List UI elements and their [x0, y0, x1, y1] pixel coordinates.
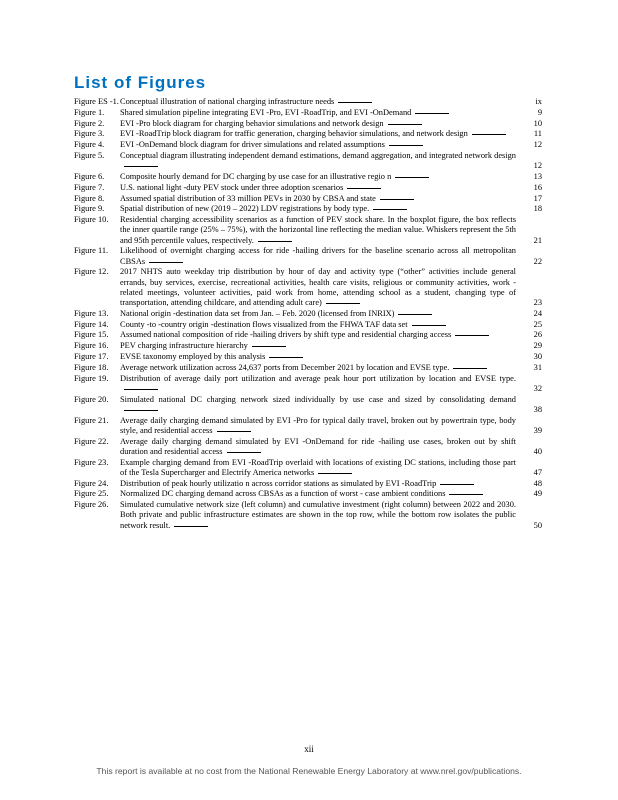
dot-leader — [347, 188, 381, 189]
figure-label: Figure 21. — [74, 415, 109, 425]
figure-caption: PEV charging infrastructure hierarchy — [120, 341, 522, 351]
figure-caption: Likelihood of overnight charging access for ride -hailing drivers for the baseline scenario across all metropolitan CBSAs — [120, 246, 516, 266]
figure-label: Figure 23. — [74, 457, 109, 467]
dot-leader — [440, 484, 474, 485]
dot-leader — [124, 389, 158, 390]
footer-note: This report is available at no cost from the National Renewable Energy Laboratory at www.nrel.gov/publications. — [96, 766, 522, 776]
figure-label: Figure 11. — [74, 246, 109, 256]
figure-label: Figure 20. — [74, 394, 109, 404]
figure-label: Figure 1. — [74, 107, 105, 117]
figure-entry[interactable] — [74, 479, 542, 489]
dot-leader — [149, 262, 183, 263]
figure-label: Figure 13. — [74, 308, 109, 318]
figure-page-number: 29 — [533, 341, 542, 351]
figure-entry[interactable] — [74, 458, 542, 478]
figure-page-number: 13 — [533, 171, 542, 181]
figure-label: Figure 15. — [74, 330, 109, 340]
figure-entry[interactable] — [74, 97, 542, 107]
dot-leader — [174, 526, 208, 527]
figure-entry[interactable] — [74, 140, 542, 150]
figure-label: Figure 10. — [74, 215, 109, 225]
dot-leader — [395, 177, 429, 178]
figure-entry[interactable] — [74, 151, 542, 171]
figure-page-number: 25 — [533, 319, 542, 329]
figure-caption: Average daily charging demand simulated by EVI -OnDemand for ride -hailing use cases, broken out by shift duration and residential access — [120, 436, 516, 456]
figure-caption: Shared simulation pipeline integrating EVI -Pro, EVI -RoadTrip, and EVI -OnDemand — [120, 108, 522, 118]
figure-caption: Simulated cumulative network size (left column) and cumulative investment (right column) between 2022 and 2030. Both private and public infrastructure estimates are shown in the top row, while the bottom row isolates the public network result. — [120, 500, 516, 530]
figure-page-number: 30 — [533, 351, 542, 361]
page-number: xii — [304, 744, 314, 754]
figure-label: Figure 16. — [74, 341, 109, 351]
figure-entry[interactable] — [74, 352, 542, 362]
figure-caption: Conceptual diagram illustrating independent demand estimations, demand aggregation, and integrated network design — [120, 151, 522, 171]
figure-entry[interactable] — [74, 437, 542, 457]
figure-entry[interactable] — [74, 119, 542, 129]
dot-leader — [318, 473, 352, 474]
figure-page-number: 40 — [533, 446, 542, 456]
dot-leader — [124, 410, 158, 411]
figure-page-number: ix — [535, 97, 542, 106]
dot-leader — [338, 102, 372, 103]
figure-caption: Average network utilization across 24,637 ports from December 2021 by location and EVSE type. — [120, 363, 522, 373]
figure-entry[interactable] — [74, 215, 542, 246]
figure-page-number: 32 — [533, 383, 542, 393]
figure-label: Figure 3. — [74, 129, 105, 139]
dot-leader — [373, 209, 407, 210]
figure-entry[interactable] — [74, 489, 542, 499]
figure-label: Figure 14. — [74, 319, 109, 329]
figure-page-number: 10 — [533, 118, 542, 128]
figure-entry[interactable] — [74, 395, 542, 415]
figure-label: Figure 9. — [74, 204, 105, 214]
dot-leader — [449, 494, 483, 495]
dot-leader — [389, 145, 423, 146]
dot-leader — [269, 357, 303, 358]
figure-page-number: 11 — [533, 129, 542, 139]
figure-page-number: 21 — [533, 235, 542, 245]
figure-entry[interactable] — [74, 320, 542, 330]
figure-page-number: 24 — [533, 308, 542, 318]
figure-page-number: 50 — [533, 520, 542, 530]
figure-entry[interactable] — [74, 194, 542, 204]
figure-caption: Distribution of peak hourly utilizatio n across corridor stations as simulated by EVI -RoadTrip — [120, 479, 522, 489]
figure-caption: Assumed spatial distribution of 33 million PEVs in 2030 by CBSA and state — [120, 194, 522, 204]
page-title: List of Figures — [74, 73, 207, 92]
figure-caption: Conceptual illustration of national charging infrastructure needs — [120, 97, 522, 107]
dot-leader — [217, 431, 251, 432]
figure-page-number: 23 — [533, 297, 542, 307]
figure-caption: Spatial distribution of new (2019 – 2022) LDV registrations by body type. — [120, 204, 522, 214]
figure-page-number: 38 — [533, 404, 542, 414]
figure-caption: EVI -OnDemand block diagram for driver simulations and related assumptions — [120, 140, 522, 150]
dot-leader — [124, 166, 158, 167]
dot-leader — [326, 303, 360, 304]
figure-page-number: 39 — [533, 425, 542, 435]
figure-caption: National origin -destination data set from Jan. – Feb. 2020 (licensed from INRIX) — [120, 309, 522, 319]
figure-page-number: 18 — [533, 204, 542, 214]
figure-entry[interactable] — [74, 246, 542, 266]
figure-page-number: 26 — [533, 330, 542, 340]
figure-page-number: 31 — [533, 362, 542, 372]
figure-caption: EVI -RoadTrip block diagram for traffic generation, charging behavior simulations, and network design — [120, 129, 522, 139]
dot-leader — [252, 346, 286, 347]
dot-leader — [258, 241, 292, 242]
figure-entry[interactable] — [74, 341, 542, 351]
figure-page-number: 12 — [533, 140, 542, 150]
figure-label: Figure ES -1. — [74, 97, 119, 106]
figure-entry[interactable] — [74, 267, 542, 308]
figure-label: Figure 19. — [74, 373, 109, 383]
figure-caption: Normalized DC charging demand across CBSAs as a function of worst - case ambient conditions — [120, 489, 522, 499]
figure-entry[interactable] — [74, 500, 542, 531]
dot-leader — [453, 368, 487, 369]
figure-entry[interactable] — [74, 330, 542, 340]
figure-page-number: 47 — [533, 467, 542, 477]
figure-caption: EVI -Pro block diagram for charging behavior simulations and network design — [120, 119, 522, 129]
figure-entry[interactable] — [74, 183, 542, 193]
figure-label: Figure 24. — [74, 478, 109, 488]
dot-leader — [388, 124, 422, 125]
figure-page-number: 49 — [533, 489, 542, 499]
figure-label: Figure 26. — [74, 500, 109, 510]
figure-label: Figure 6. — [74, 171, 105, 181]
figure-caption: County -to -country origin -destination flows visualized from the FHWA TAF data set — [120, 320, 522, 330]
dot-leader — [455, 335, 489, 336]
figure-entry[interactable] — [74, 374, 542, 394]
figure-label: Figure 17. — [74, 351, 109, 361]
figure-caption: Example charging demand from EVI -RoadTrip overlaid with locations of existing DC stations, including those part of the Tesla Supercharger and Electrify America networks — [120, 457, 516, 477]
figure-label: Figure 8. — [74, 193, 105, 203]
figure-label: Figure 22. — [74, 436, 109, 446]
figure-caption: EVSE taxonomy employed by this analysis — [120, 352, 522, 362]
figure-label: Figure 7. — [74, 182, 105, 192]
figure-caption: Simulated national DC charging network sized individually by use case and sized by consolidating demand — [120, 395, 522, 415]
figure-entry[interactable] — [74, 108, 542, 118]
figure-caption: Average daily charging demand simulated by EVI -Pro for typical daily travel, broken out by powertrain type, body style, and residential access — [120, 415, 516, 435]
figure-label: Figure 18. — [74, 362, 109, 372]
dot-leader — [412, 325, 446, 326]
figure-caption: Composite hourly demand for DC charging by use case for an illustrative regio n — [120, 172, 522, 182]
figure-label: Figure 12. — [74, 267, 109, 277]
figure-page-number: 48 — [533, 478, 542, 488]
dot-leader — [415, 113, 449, 114]
dot-leader — [472, 134, 506, 135]
figure-page-number: 17 — [533, 193, 542, 203]
dot-leader — [398, 314, 432, 315]
figure-caption: U.S. national light -duty PEV stock under three adoption scenarios — [120, 183, 522, 193]
figure-label: Figure 5. — [74, 150, 105, 160]
figure-caption: Distribution of average daily port utilization and average peak hour port utilization by location and EVSE type. — [120, 374, 522, 394]
figure-label: Figure 25. — [74, 489, 109, 499]
figure-caption: 2017 NHTS auto weekday trip distribution by hour of day and activity type (“other” activities include general errands, buy services, exercise, recreational activities, health care visits, religious or community activities, work -related meetings, volunteer activities, paid work from home, attending school as a student, changing type of transportation, attending childcare, and attending adult care) — [120, 267, 516, 307]
figure-entry[interactable] — [74, 204, 542, 214]
figure-label: Figure 2. — [74, 118, 105, 128]
figure-entry[interactable] — [74, 172, 542, 182]
figure-page-number: 9 — [537, 107, 542, 117]
figure-label: Figure 4. — [74, 140, 105, 150]
figure-page-number: 16 — [533, 182, 542, 192]
figure-page-number: 22 — [533, 256, 542, 266]
figure-caption: Assumed national composition of ride -hailing drivers by shift type and residential charging access — [120, 330, 522, 340]
figure-page-number: 12 — [533, 161, 542, 171]
dot-leader — [227, 452, 261, 453]
figure-caption: Residential charging accessibility scenarios as a function of PEV stock share. In the boxplot figure, the box reflects the inner quartile range (25% – 75%), with the horizontal line reflecting the median value. Whiskers represent the 5th and 95th percentile values, respectively. — [120, 215, 516, 245]
figure-list — [74, 97, 542, 531]
figure-entry[interactable] — [74, 363, 542, 373]
figure-entry[interactable] — [74, 416, 542, 436]
dot-leader — [380, 199, 414, 200]
figure-entry[interactable] — [74, 129, 542, 139]
figure-entry[interactable] — [74, 309, 542, 319]
